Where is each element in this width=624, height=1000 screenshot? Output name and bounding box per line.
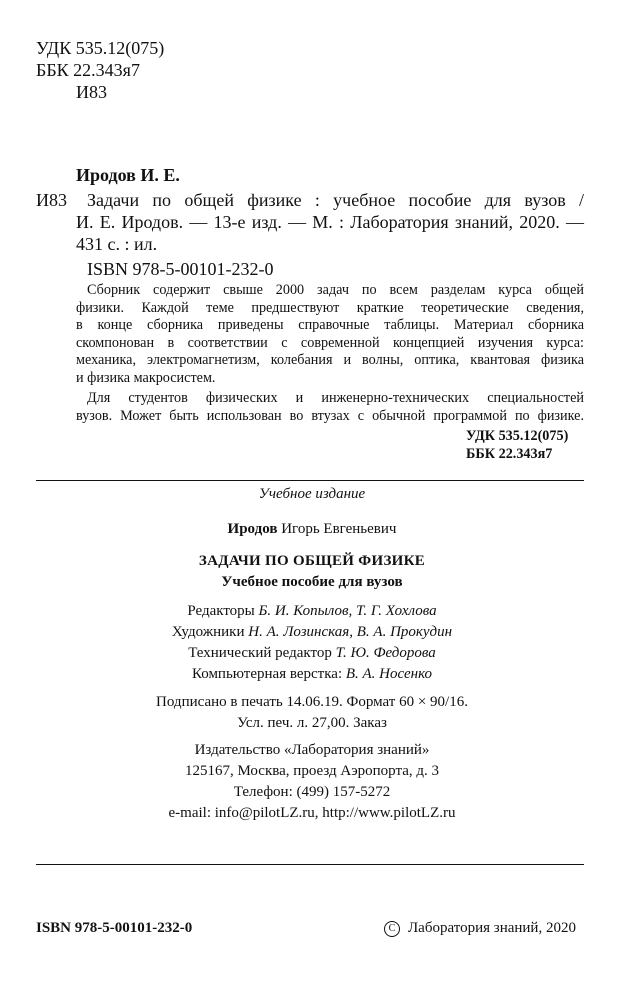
- divider-bottom: [36, 864, 584, 865]
- imprint-author-given: Игорь Евгеньевич: [281, 521, 397, 537]
- abstract-line-6: и физика макросистем.: [76, 370, 216, 386]
- artists-label: Художники: [171, 624, 245, 640]
- abstract-line-2: физики. Каждой теме предшествуют краткие теоретические сведения,: [76, 299, 584, 316]
- layout-line: [0, 664, 624, 684]
- copyright-text: Лаборатория знаний, 2020: [408, 920, 576, 936]
- tech-editor-name: Т. Ю. Федорова: [335, 645, 436, 661]
- editors-line: [0, 601, 624, 621]
- layout-label: Компьютерная верстка:: [191, 666, 343, 682]
- signed-line: Подписано в печать 14.06.19. Формат 60 × 90/16.: [156, 694, 468, 710]
- address-line: 125167, Москва, проезд Аэропорта, д. 3: [184, 763, 440, 779]
- abstract-line-5: механика, электромагнетизм, колебания и волны, оптика, квантовая физика: [76, 352, 584, 369]
- sheets-line: Усл. печ. л. 27,00. Заказ: [237, 715, 387, 731]
- catalog-isbn: ISBN 978-5-00101-232-0: [87, 259, 274, 279]
- edition-type: Учебное издание: [258, 486, 366, 502]
- tech-editor-line: [0, 643, 624, 663]
- abstract-line-1: Сборник содержит свыше 2000 задач по всем разделам курса общей: [87, 282, 584, 298]
- bbk-code: ББК 22.343я7: [36, 60, 140, 80]
- contacts-line: e-mail: info@pilotLZ.ru, http://www.pilotLZ.ru: [168, 805, 456, 821]
- catalog-desc-line-1: Задачи по общей физике : учебное пособие для вузов /: [87, 190, 584, 210]
- catalog-author-heading: Иродов И. Е.: [76, 165, 180, 185]
- phone-line: Телефон: (499) 157-5272: [233, 784, 391, 800]
- audience-line-2: вузов. Может быть использован во втузах с обычной программой по физике.: [76, 407, 584, 424]
- tech-editor-label: Технический редактор: [188, 645, 332, 661]
- abstract-line-4: скомпонован в соответствии с современной концепцией изучения курса:: [76, 334, 584, 351]
- catalog-udk: УДК 535.12(075): [466, 428, 569, 444]
- audience-line-1: Для студентов физических и инженерно-технических специальностей: [87, 390, 584, 406]
- artists-names: Н. А. Лозинская, В. А. Прокудин: [248, 624, 453, 640]
- footer-isbn: ISBN 978-5-00101-232-0: [36, 920, 193, 936]
- catalog-desc-line-3: 431 с. : ил.: [76, 234, 158, 254]
- artists-line: [0, 622, 624, 642]
- catalog-bbk: ББК 22.343я7: [466, 445, 553, 462]
- layout-name: В. А. Носенко: [345, 666, 433, 682]
- book-title: ЗАДАЧИ ПО ОБЩЕЙ ФИЗИКЕ: [198, 553, 426, 569]
- copyright-icon: C: [384, 921, 400, 937]
- footer-copyright: [384, 918, 576, 938]
- abstract-line-3: в конце сборника приведены справочные таблицы. Материал сборника: [76, 317, 584, 334]
- book-subtitle: Учебное пособие для вузов: [221, 574, 403, 590]
- author-mark: И83: [76, 82, 107, 102]
- divider-top: [36, 480, 584, 481]
- imprint-author-surname: Иродов: [227, 521, 278, 537]
- editors-label: Редакторы: [187, 603, 255, 619]
- catalog-mark: И83: [36, 190, 67, 210]
- catalog-desc-line-2: И. Е. Иродов. — 13-е изд. — М. : Лаборатория знаний, 2020. —: [76, 212, 584, 232]
- publisher-line: Издательство «Лаборатория знаний»: [194, 742, 430, 758]
- imprint-author: [0, 519, 624, 539]
- udk-code: УДК 535.12(075): [36, 38, 165, 58]
- editors-names: Б. И. Копылов, Т. Г. Хохлова: [258, 603, 437, 619]
